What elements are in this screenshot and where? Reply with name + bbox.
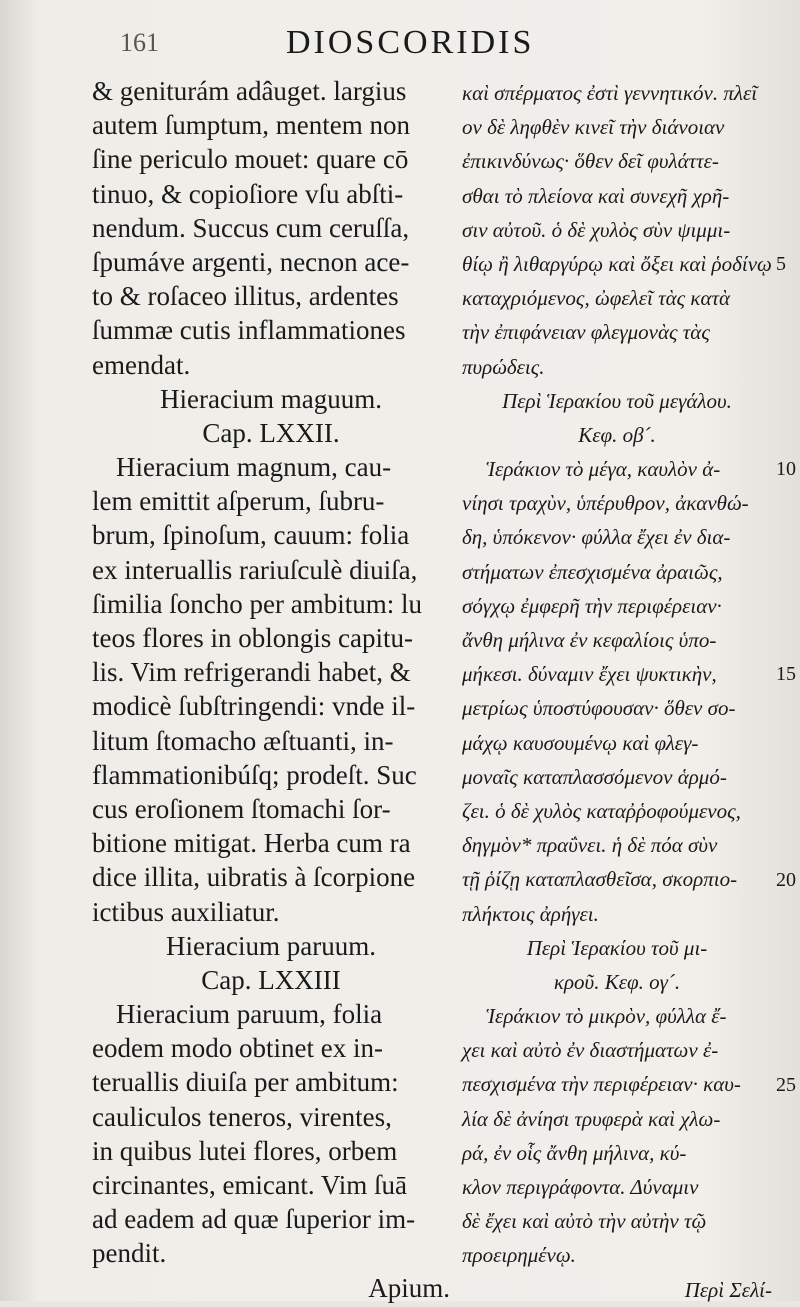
latin-text-line: circinantes, emicant. Vim ſuā xyxy=(92,1170,408,1200)
greek-text-line: σθαι τὸ πλείονα καὶ συνεχῆ χρῆ- xyxy=(462,183,730,208)
greek-text-line: καταχριόμενος, ὠφελεῖ τὰς κατὰ xyxy=(462,286,731,311)
greek-text-line: τῇ ῥίζῃ καταπλασθεῖσα, σκορπιο- xyxy=(462,867,738,892)
margin-line-number: 5 xyxy=(776,253,786,275)
greek-text-line: προειρημένῳ. xyxy=(462,1243,576,1268)
greek-text-line: νίησι τραχὺν, ὑπέρυθρον, ἀκανθώ- xyxy=(462,491,749,516)
greek-text-line: πυρώδεις. xyxy=(462,354,545,379)
latin-text-line: autem ſumptum, mentem non xyxy=(92,110,410,141)
greek-text-line: χει καὶ αὐτὸ ἐν διαστήματων ἐ- xyxy=(462,1038,719,1063)
greek-text-line: Περὶ Ἱερακίου τοῦ μεγάλου. xyxy=(502,388,732,413)
latin-text-line: modicè ſubſtringendi: vnde il- xyxy=(92,691,416,722)
latin-text-line: cus eroſionem ſtomachi ſor- xyxy=(92,793,391,824)
latin-text-line: brum, ſpinoſum, cauum: folia xyxy=(92,520,410,551)
latin-column xyxy=(92,74,450,1305)
page-header xyxy=(0,14,800,64)
latin-text-line: ad eadem ad quæ ſuperior im- xyxy=(92,1204,416,1235)
latin-text-line: tinuo, & copioſiore vſu abſti- xyxy=(92,178,404,209)
latin-text-line: Hieracium paruum. xyxy=(166,930,376,961)
latin-text-line: Cap. LXXIII xyxy=(201,964,341,995)
latin-text-line: ſimilia ſoncho per ambitum: lu xyxy=(92,588,422,619)
greek-text-line: καὶ σπέρματος ἐστὶ γεννητικόν. πλεῖ xyxy=(462,81,758,105)
latin-text-line: flammationibúſq; prodeſt. Suc xyxy=(92,759,417,790)
latin-text-line: Hieracium paruum, folia xyxy=(116,999,383,1030)
latin-text-line: cauliculos teneros, virentes, xyxy=(92,1101,392,1132)
greek-text-line: Περὶ Ἱερακίου τοῦ μι- xyxy=(526,935,708,960)
greek-text-line: μετρίως ὑποστύφουσαν· ὅθεν σο- xyxy=(462,696,736,721)
latin-text-line: ictibus auxiliatur. xyxy=(92,896,280,927)
latin-text-line: & geniturám adâuget. largius xyxy=(92,76,407,106)
margin-line-number: 15 xyxy=(776,663,796,686)
latin-text-line: in quibus lutei flores, orbem xyxy=(92,1135,398,1166)
latin-text-line: nendum. Succus cum ceruſſa, xyxy=(92,212,410,243)
greek-text-line: Ἱεράκιον τὸ μέγα, καυλὸν ἀ- xyxy=(486,457,721,482)
greek-text-line: κλον περιγράφοντα. Δύναμιν xyxy=(462,1175,699,1199)
greek-text-line: λία δὲ ἀνίησι τρυφερὰ καὶ χλω- xyxy=(462,1106,721,1131)
latin-text-line: Apium. xyxy=(368,1272,450,1303)
latin-text-line: pendit. xyxy=(92,1238,167,1269)
greek-text-line: δη, ὑπόκενον· φύλλα ἔχει ἐν δια- xyxy=(462,525,731,550)
greek-text-line: Περὶ Σελί- xyxy=(684,1277,772,1302)
latin-text-line: to & roſaceo illitus, ardentes xyxy=(92,281,399,312)
latin-text-line: ſummæ cutis inflammationes xyxy=(92,315,406,346)
greek-text-line: ἐπικινδύνως· ὅθεν δεῖ φυλάττε- xyxy=(462,149,719,174)
greek-text-line: ζει. ὁ δὲ χυλὸς καταῤῥοφούμενος, xyxy=(462,798,741,823)
latin-text-line: lem emittit aſperum, ſubru- xyxy=(92,486,385,517)
latin-text-line: dice illita, uibratis à ſcorpione xyxy=(92,862,416,893)
greek-text-line: Κεφ. οβ´. xyxy=(578,422,656,447)
greek-column xyxy=(462,76,772,1307)
latin-text-line: eodem modo obtinet ex in- xyxy=(92,1033,383,1064)
greek-text-line: Ἱεράκιον τὸ μικρὸν, φύλλα ἔ- xyxy=(486,1004,727,1029)
latin-text-line: teruallis diuiſa per ambitum: xyxy=(92,1067,399,1098)
greek-text-line: δηγμὸν* πραΰνει. ἡ δὲ πόα σὺν xyxy=(462,833,718,858)
latin-text-line: bitione mitigat. Herba cum ra xyxy=(92,828,411,859)
greek-text-line: μοναῖς καταπλασσόμενον ἁρμό- xyxy=(462,764,727,789)
greek-text-line: σιν αὐτοῦ. ὁ δὲ χυλὸς σὺν ψιμμι- xyxy=(462,217,731,242)
greek-text-line: ον δὲ ληφθὲν κινεῖ τὴν διάνοιαν xyxy=(462,115,725,140)
greek-text-line: τὴν ἐπιφάνειαν φλεγμονὰς τὰς xyxy=(462,320,710,345)
latin-text-line: emendat. xyxy=(92,349,191,380)
greek-text-line: μήκεσι. δύναμιν ἔχει ψυκτικὴν, xyxy=(462,662,717,687)
greek-text-line: μάχῳ καυσουμένῳ καὶ φλεγ- xyxy=(462,730,699,755)
latin-text-line: Hieracium maguum. xyxy=(160,383,382,414)
greek-text-line: ρά, ἐν οἷς ἄνθη μήλινα, κύ- xyxy=(462,1140,687,1165)
greek-text-line: ἄνθη μήλινα ἐν κεφαλίοις ὑπο- xyxy=(462,628,717,652)
greek-text-line: στήματων ἐπεσχισμένα ἀραιῶς, xyxy=(462,559,723,584)
latin-text-line: ex interuallis rariuſculè diuiſa, xyxy=(92,554,418,585)
greek-text-line: πλήκτοις ἀρήγει. xyxy=(462,901,599,926)
greek-text-line: κροῦ. Κεφ. ογ´. xyxy=(553,969,681,994)
greek-text-line: δὲ ἔχει καὶ αὐτὸ τὴν αὐτὴν τῷ xyxy=(462,1209,707,1234)
latin-text-line: Cap. LXXII. xyxy=(202,417,340,448)
page-number: 161 xyxy=(120,28,159,57)
margin-line-number: 20 xyxy=(776,868,796,891)
greek-text-line: πεσχισμένα τὴν περιφέρειαν· καυ- xyxy=(462,1072,741,1097)
latin-text-line: ſine periculo mouet: quare cō xyxy=(92,144,409,175)
latin-text-line: lis. Vim refrigerandi habet, & xyxy=(92,657,411,688)
margin-line-number: 25 xyxy=(776,1073,796,1096)
latin-text-line: Hieracium magnum, cau- xyxy=(116,452,392,483)
greek-text-line: σόγχῳ ἐμφερῆ τὴν περιφέρειαν· xyxy=(462,593,722,618)
latin-text-line: ſpumáve argenti, necnon ace- xyxy=(92,246,410,277)
latin-text-line: litum ſtomacho æſtuanti, in- xyxy=(92,725,394,756)
greek-text-line: θίῳ ἢ λιθαργύρῳ καὶ ὄξει καὶ ῥοδίνῳ xyxy=(462,251,772,276)
running-title: DIOSCORIDIS xyxy=(286,24,535,61)
margin-line-number: 10 xyxy=(776,458,796,481)
latin-text-line: teos flores in oblongis capitu- xyxy=(92,623,413,653)
